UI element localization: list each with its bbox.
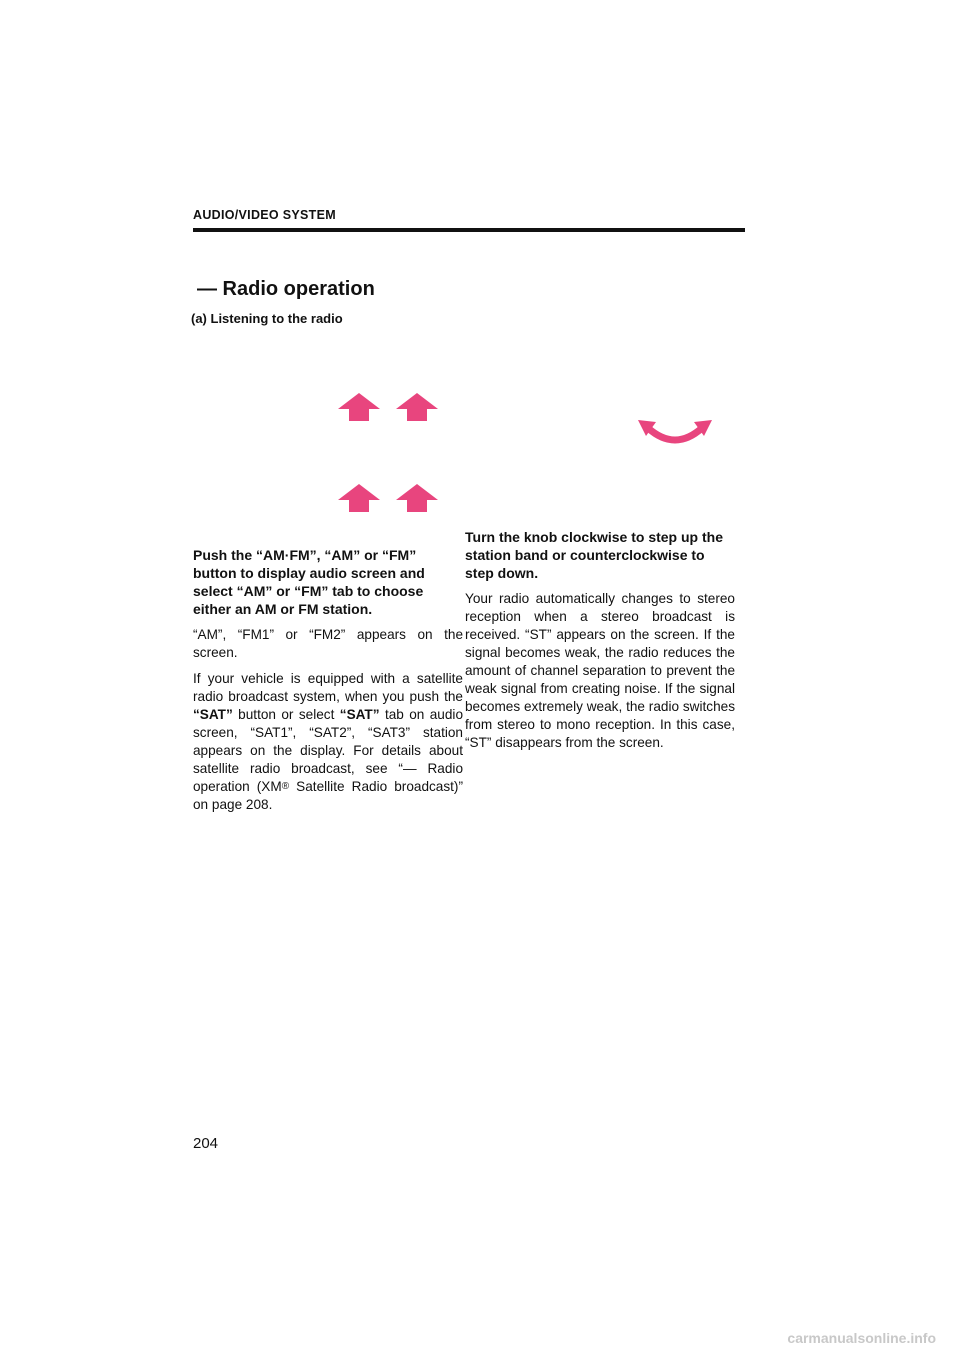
subsection-heading: (a) Listening to the radio (191, 311, 343, 326)
registered-mark: ® (281, 781, 290, 792)
sat-button-label: “SAT” (193, 707, 233, 722)
left-lead-instruction: Push the “AM·FM”, “AM” or “FM” button to display audio screen and select “AM” or “FM” tab to choose either an AM or FM station. (193, 547, 425, 617)
header-rule (193, 228, 745, 232)
left-paragraph-2: If your vehicle is equipped with a satellite radio broadcast system, when you push the “SAT” button or select “SAT” tab on audio screen, “SAT1”, “SAT2”, “SAT3” station appears on the display. For details about satellite radio broadcast, see “— Radio operation (XM® Satellite Radio broadcast)” on page 208. (193, 671, 464, 812)
right-column (465, 528, 735, 760)
header-title: AUDIO/VIDEO SYSTEM (193, 208, 336, 222)
up-arrow-icon (396, 393, 438, 421)
left-column (193, 546, 463, 822)
page-number: 204 (193, 1135, 219, 1152)
up-arrow-icon (396, 484, 438, 512)
rotate-knob-arrow-icon (638, 418, 712, 450)
right-lead-instruction: Turn the knob clockwise to step up the station band or counterclockwise to step down. (465, 529, 723, 581)
sat-tab-label: “SAT” (339, 707, 380, 722)
up-arrow-icon (338, 484, 380, 512)
watermark: carmanualsonline.info (787, 1330, 936, 1346)
left-paragraph-1: “AM”, “FM1” or “FM2” appears on the screen. (193, 627, 463, 660)
section-title: — Radio operation (197, 278, 375, 300)
up-arrow-icon (338, 393, 380, 421)
right-paragraph-1: Your radio automatically changes to stereo reception when a stereo broadcast is received. “ST” appears on the screen. If the signal becomes weak, the radio reduces the amount of channel separation to prevent the weak signal from creating noise. If the signal becomes extremely weak, the radio switches from stereo to mono reception. In this case, “ST” disappears from the screen. (465, 591, 735, 750)
